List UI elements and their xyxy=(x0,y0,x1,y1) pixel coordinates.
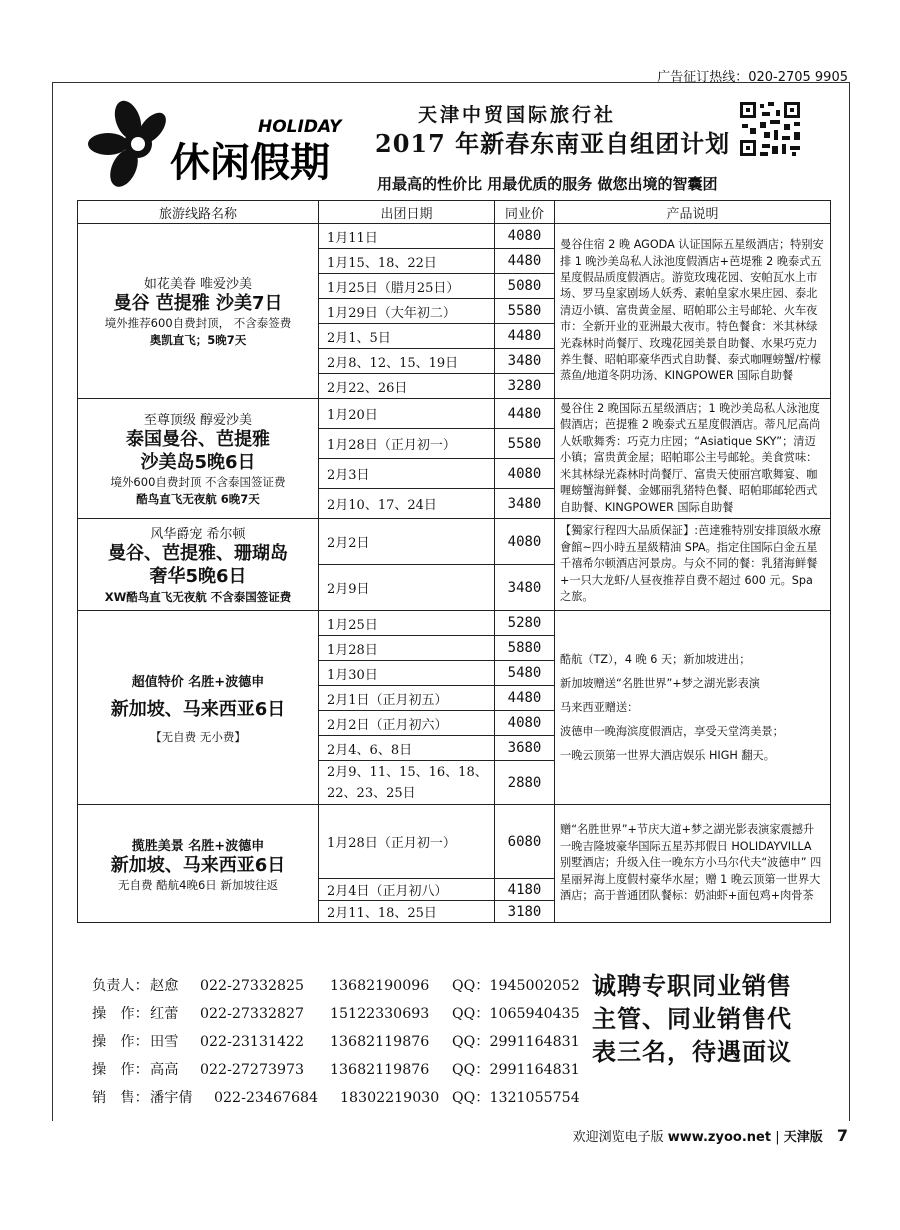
product-desc: 【獨家行程四大品质保証】:芭達雅特別安排頂級水療會館~四小時五星級精油 SPA。指定住国际白金五星千禧希尔顿酒店河景房。与众不同的餐：乳猪海鲜餐+一只大龙虾/人昼夜推荐自费不超过 600 元。Spa 之旅。 xyxy=(555,519,831,611)
contact-role: 操 作： xyxy=(92,1062,149,1078)
departure-date: 2月2日（正月初六） xyxy=(319,711,495,736)
desc-line: 酷航（TZ），4 晚 6 天；新加坡进出； xyxy=(560,652,751,666)
page-number: 7 xyxy=(836,1126,848,1145)
contact-qq: QQ：2991164831 xyxy=(452,1062,580,1078)
contact-row xyxy=(92,1056,580,1084)
col-price-header: 同业价 xyxy=(495,201,555,224)
price: 4080 xyxy=(495,459,555,489)
route-title: 新加坡、马来西亚6日 xyxy=(110,854,286,876)
route-note: 境外推荐600自费封顶， 不含泰签费 xyxy=(104,316,292,330)
product-desc: 曼谷住宿 2 晚 AGODA 认证国际五星级酒店；特别安排 1 晚沙美岛私人泳池度假酒店+芭堤雅 2 晚泰式五星度假品质度假酒店。游览玫瑰花园、安帕瓦水上市场、罗马皇家剧场人妖秀、素帕皇家水果庄园、泰北清迈小镇、富贵黄金屋、昭帕耶公主号邮轮、火车夜市：全新开业的亚洲最大夜市。特色餐食：米其林绿光森林时尚餐厅、玫瑰花园美景自助餐、水果巧克力养生餐、昭帕耶豪华西式自助餐、泰式咖喱螃蟹/柠檬蒸鱼/地道冬阴功汤、KINGPOWER 国际自助餐 xyxy=(555,224,831,399)
contact-phone: 022-23467684 xyxy=(214,1090,319,1106)
route-cell xyxy=(78,611,319,805)
price: 4480 xyxy=(495,686,555,711)
departure-date: 1月20日 xyxy=(319,399,495,429)
tour-table xyxy=(77,200,831,923)
recruitment-notice: 诚聘专职同业销售主管、同业销售代表三名，待遇面议 xyxy=(592,972,792,1066)
departure-date: 1月28日（正月初一） xyxy=(319,805,495,879)
footer-divider: | xyxy=(775,1130,784,1145)
departure-date: 1月15、18、22日 xyxy=(319,249,495,274)
page-footer xyxy=(573,1126,848,1145)
price: 5480 xyxy=(495,661,555,686)
route-tagline: 揽胜美景 名胜+波德申 xyxy=(131,838,265,854)
price: 5080 xyxy=(495,274,555,299)
contact-role: 负责人： xyxy=(92,978,149,994)
departure-date: 1月28日 xyxy=(319,636,495,661)
route-flight: XW酷鸟直飞无夜航 不含泰国签证费 xyxy=(104,590,292,604)
table-header-row xyxy=(78,201,831,224)
route-tagline: 如花美眷 唯爱沙美 xyxy=(143,277,253,292)
price: 4080 xyxy=(495,711,555,736)
desc-line: 新加坡赠送“名胜世界”+梦之湖光影表演 xyxy=(560,676,760,690)
departure-date: 1月25日 xyxy=(319,611,495,636)
route-cell xyxy=(78,399,319,519)
contact-qq: QQ：1065940435 xyxy=(452,1006,580,1022)
price: 5580 xyxy=(495,299,555,324)
contact-qq: QQ：2991164831 xyxy=(452,1034,580,1050)
contact-name: 田雪 xyxy=(150,1034,179,1050)
slogan: 用最高的性价比 用最优质的服务 做您出境的智囊团 xyxy=(377,175,718,193)
departure-date: 2月22、26日 xyxy=(319,374,495,399)
route-flight: 酷鸟直飞无夜航 6晚7天 xyxy=(136,492,260,506)
price: 3480 xyxy=(495,565,555,611)
route-title: 曼谷 芭提雅 沙美7日 xyxy=(113,293,283,314)
contact-name: 潘宇倩 xyxy=(150,1090,193,1106)
contact-mobile: 13682119876 xyxy=(330,1062,430,1078)
desc-line: 一晚云顶第一世界大酒店娱乐 HIGH 翻天。 xyxy=(560,748,775,762)
route-cell xyxy=(78,224,319,399)
departure-date: 2月2日 xyxy=(319,519,495,565)
route-note: 无自费 酷航4晚6日 新加坡往返 xyxy=(118,877,278,892)
contact-phone: 022-27332825 xyxy=(200,978,305,994)
price: 6080 xyxy=(495,805,555,879)
contact-name: 赵愈 xyxy=(150,978,179,994)
desc-line: 马来西亚赠送： xyxy=(560,700,639,714)
contact-mobile: 15122330693 xyxy=(330,1006,430,1022)
contact-mobile: 18302219030 xyxy=(340,1090,440,1106)
route-tagline: 超值特价 名胜+波德申 xyxy=(131,674,265,690)
departure-date: 1月29日（大年初二） xyxy=(319,299,495,324)
contact-name: 红蕾 xyxy=(150,1006,179,1022)
route-title: 新加坡、马来西亚6日 xyxy=(110,698,286,720)
table-row xyxy=(78,611,831,636)
route-flight: 奥凯直飞；5晚7天 xyxy=(149,333,247,347)
contact-phone: 022-23131422 xyxy=(200,1034,305,1050)
departure-date: 2月10、17、24日 xyxy=(319,489,495,519)
route-title-2: 奢华5晚6日 xyxy=(149,566,247,587)
route-title: 曼谷、芭提雅、珊瑚岛 xyxy=(108,543,288,564)
contact-role: 操 作： xyxy=(92,1006,149,1022)
contact-name: 高高 xyxy=(150,1062,179,1078)
departure-date: 2月4日（正月初八） xyxy=(319,879,495,901)
route-title: 泰国曼谷、芭提雅 xyxy=(126,429,270,450)
ad-hotline: 广告征订热线：020-2705 9905 xyxy=(657,70,848,85)
holiday-logo xyxy=(88,98,378,190)
price: 5280 xyxy=(495,611,555,636)
contact-role: 销 售： xyxy=(92,1090,149,1106)
col-desc-header: 产品说明 xyxy=(555,201,831,224)
desc-line: 波德申一晚海滨度假酒店，享受天堂湾美景； xyxy=(560,724,784,738)
departure-date: 2月8、12、15、19日 xyxy=(319,349,495,374)
contact-role: 操 作： xyxy=(92,1034,149,1050)
footer-browse: 欢迎浏览电子版 xyxy=(572,1130,664,1145)
product-desc: 赠“名胜世界”+节庆大道+梦之湖光影表演家震撼升一晚吉隆坡豪华国际五星苏邦假日 HOLIDAYVILLA 别墅酒店；升级入住一晚东方小马尔代夫“波德申” 四星丽昇海上度假村豪华水屋；赠 1 晚云顶第一世界大酒店；高于普通团队餐标：奶油虾+面包鸡+肉骨茶 xyxy=(555,805,831,923)
price: 2880 xyxy=(495,761,555,805)
route-tagline: 风华爵宠 希尔顿 xyxy=(150,527,246,542)
departure-date: 2月9日 xyxy=(319,565,495,611)
departure-date: 2月3日 xyxy=(319,459,495,489)
route-tagline: 至尊顶级 醇爱沙美 xyxy=(143,413,253,428)
price: 4080 xyxy=(495,224,555,249)
svg-text:休闲假期: 休闲假期 xyxy=(170,139,330,186)
price: 4080 xyxy=(495,519,555,565)
product-desc: 曼谷住 2 晚国际五星级酒店；1 晚沙美岛私人泳池度假酒店；芭提雅 2 晚泰式五星度假酒店。蒂凡尼高尚人妖歌舞秀：巧克力庄园；“Asiatique SKY”；清迈小镇；富贵黄金屋；昭帕耶公主号邮轮。美食赏味：米其林绿光森林时尚餐厅、富贵天使丽宫歌舞宴、咖喱螃蟹海鲜餐、金娜丽乳猪特色餐、昭帕耶邮轮西式自助餐、KINGPOWER 国际自助餐 xyxy=(555,399,831,519)
price: 3180 xyxy=(495,901,555,923)
contact-phone: 022-27273973 xyxy=(200,1062,305,1078)
price: 3280 xyxy=(495,374,555,399)
route-title-2: 沙美岛5晚6日 xyxy=(140,452,256,473)
price: 5580 xyxy=(495,429,555,459)
departure-date: 1月11日 xyxy=(319,224,495,249)
contact-row xyxy=(92,1000,580,1028)
col-route-header: 旅游线路名称 xyxy=(78,201,319,224)
col-date-header: 出团日期 xyxy=(319,201,495,224)
agency-name: 天津中贸国际旅行社 xyxy=(418,104,617,126)
price: 3480 xyxy=(495,489,555,519)
route-cell xyxy=(78,519,319,611)
price: 3480 xyxy=(495,349,555,374)
contact-list xyxy=(92,972,580,1112)
contact-row xyxy=(92,972,580,1000)
plan-title: 2017 年新春东南亚自组团计划 xyxy=(375,129,731,158)
departure-date: 2月4、6、8日 xyxy=(319,736,495,761)
price: 4480 xyxy=(495,249,555,274)
contact-qq: QQ：1321055754 xyxy=(452,1090,580,1106)
svg-text:HOLIDAY: HOLIDAY xyxy=(258,117,342,137)
table-row xyxy=(78,224,831,249)
contact-mobile: 13682190096 xyxy=(330,978,430,994)
contact-phone: 022-27332827 xyxy=(200,1006,305,1022)
departure-date: 1月30日 xyxy=(319,661,495,686)
price: 5880 xyxy=(495,636,555,661)
price: 4480 xyxy=(495,399,555,429)
price: 4180 xyxy=(495,879,555,901)
footer-edition: 天津版 xyxy=(783,1130,823,1145)
departure-date: 2月1日（正月初五） xyxy=(319,686,495,711)
departure-date: 2月9、11、15、16、18、22、23、25日 xyxy=(319,761,495,805)
departure-date: 2月11、18、25日 xyxy=(319,901,495,923)
product-desc xyxy=(555,611,831,805)
route-cell xyxy=(78,805,319,923)
table-row xyxy=(78,399,831,429)
footer-site-link[interactable]: www.zyoo.net xyxy=(667,1130,772,1145)
contact-qq: QQ：1945002052 xyxy=(452,978,580,994)
contact-mobile: 13682119876 xyxy=(330,1034,430,1050)
price: 4480 xyxy=(495,324,555,349)
price: 3680 xyxy=(495,736,555,761)
route-note: 境外600自费封顶 不含泰国签证费 xyxy=(110,475,286,489)
departure-date: 2月1、5日 xyxy=(319,324,495,349)
contact-row xyxy=(92,1028,580,1056)
departure-date: 1月25日（腊月25日） xyxy=(319,274,495,299)
departure-date: 1月28日（正月初一） xyxy=(319,429,495,459)
contact-row xyxy=(92,1084,580,1112)
table-row xyxy=(78,805,831,879)
route-note: 【无自费 无小费】 xyxy=(150,729,246,744)
qr-code-icon[interactable] xyxy=(738,100,802,158)
table-row xyxy=(78,519,831,565)
